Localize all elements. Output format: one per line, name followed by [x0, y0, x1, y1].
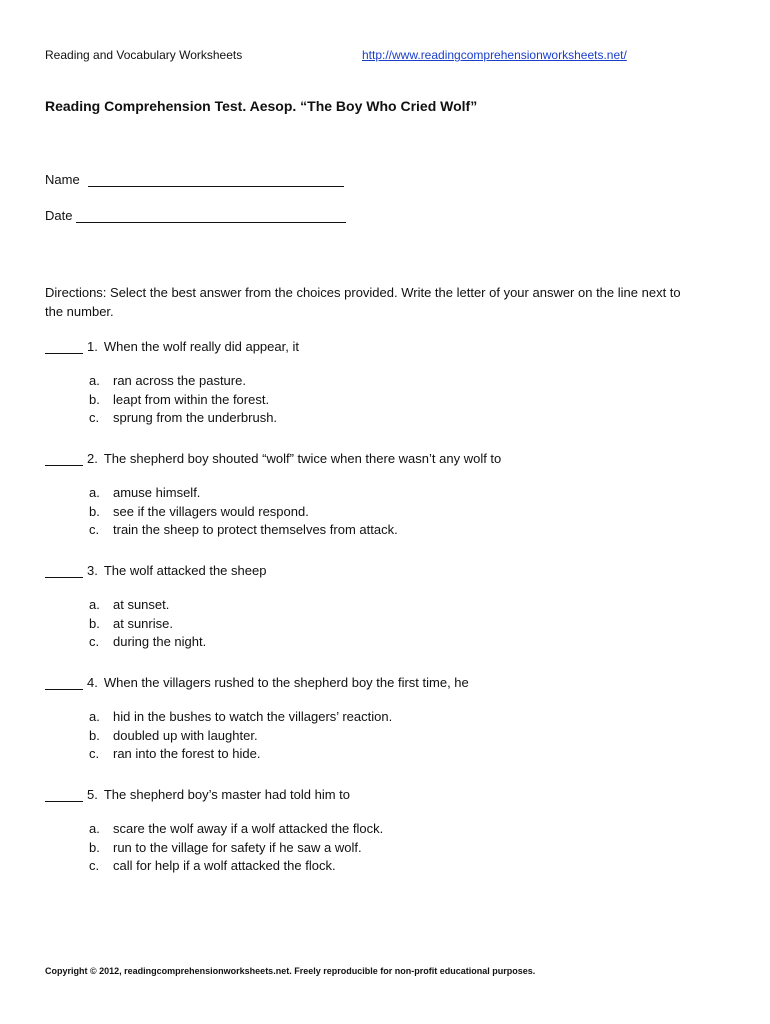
answer-option — [89, 521, 725, 540]
option-list — [45, 484, 725, 540]
answer-blank[interactable] — [45, 787, 83, 802]
question-line — [45, 675, 725, 690]
option-text: ran across the pasture. — [113, 373, 246, 388]
option-letter: a. — [89, 373, 100, 388]
option-text: train the sheep to protect themselves from attack. — [113, 522, 398, 538]
question-line — [45, 451, 725, 466]
date-field — [45, 208, 346, 223]
question-text: The shepherd boy’s master had told him to — [103, 787, 351, 802]
answer-option — [89, 727, 725, 746]
directions-text: Directions: Select the best answer from the choices provided. Write the letter of your answer on the line next to the number. — [45, 285, 681, 319]
question-number: 3. — [87, 563, 98, 578]
question-number: 5. — [87, 787, 98, 802]
option-letter: c. — [89, 634, 100, 650]
option-text: sprung from the underbrush. — [113, 410, 278, 426]
option-text: call for help if a wolf attacked the flock. — [113, 858, 336, 874]
answer-option — [89, 708, 725, 727]
question-line — [45, 563, 725, 578]
option-text: at sunrise. — [113, 615, 173, 631]
copyright-footer: Copyright © 2012, readingcomprehensionworksheets.net. Freely reproducible for non-profit educational purposes. — [45, 966, 536, 976]
option-letter: b. — [89, 727, 100, 743]
question-1 — [45, 339, 725, 428]
answer-option — [89, 484, 725, 503]
question-number: 4. — [87, 675, 98, 690]
answer-option — [89, 372, 725, 391]
name-field — [45, 172, 344, 187]
question-5 — [45, 787, 725, 876]
option-list — [45, 372, 725, 428]
question-text: The shepherd boy shouted “wolf” twice when there wasn’t any wolf to — [103, 451, 502, 466]
option-text: hid in the bushes to watch the villagers’ reaction. — [113, 709, 393, 724]
option-list — [45, 596, 725, 652]
name-label: Name — [45, 172, 80, 187]
question-text: The wolf attacked the sheep — [103, 563, 267, 578]
option-letter: a. — [89, 709, 100, 724]
answer-option — [89, 615, 725, 634]
answer-blank[interactable] — [45, 339, 83, 354]
answer-option — [89, 633, 725, 652]
option-text: scare the wolf away if a wolf attacked the flock. — [113, 821, 384, 836]
question-line — [45, 787, 725, 802]
answer-option — [89, 409, 725, 428]
option-letter: c. — [89, 522, 100, 538]
answer-blank[interactable] — [45, 563, 83, 578]
option-letter: a. — [89, 597, 100, 612]
page-title: Reading Comprehension Test. Aesop. “The Boy Who Cried Wolf” — [45, 98, 478, 114]
option-text: run to the village for safety if he saw a wolf. — [113, 839, 362, 855]
option-text: leapt from within the forest. — [113, 391, 270, 407]
date-blank-line[interactable] — [76, 208, 346, 223]
option-text: see if the villagers would respond. — [113, 503, 309, 519]
option-text: doubled up with laughter. — [113, 727, 258, 743]
answer-option — [89, 391, 725, 410]
option-letter: a. — [89, 821, 100, 836]
answer-option — [89, 596, 725, 615]
option-text: at sunset. — [113, 597, 170, 612]
question-number: 2. — [87, 451, 98, 466]
question-line — [45, 339, 725, 354]
answer-option — [89, 503, 725, 522]
name-blank-line[interactable] — [88, 172, 344, 187]
question-4 — [45, 675, 725, 764]
option-list — [45, 708, 725, 764]
question-text: When the wolf really did appear, it — [103, 339, 299, 354]
option-letter: a. — [89, 485, 100, 500]
question-2 — [45, 451, 725, 540]
option-letter: c. — [89, 858, 100, 874]
option-list — [45, 820, 725, 876]
answer-option — [89, 745, 725, 764]
answer-option — [89, 857, 725, 876]
header-site-name: Reading and Vocabulary Worksheets — [45, 48, 243, 62]
answer-option — [89, 839, 725, 858]
option-letter: b. — [89, 839, 100, 855]
option-letter: b. — [89, 615, 100, 631]
option-letter: c. — [89, 410, 100, 426]
question-number: 1. — [87, 339, 98, 354]
answer-option — [89, 820, 725, 839]
question-text: When the villagers rushed to the shepherd boy the first time, he — [103, 675, 469, 690]
date-label: Date — [45, 208, 73, 223]
option-text: amuse himself. — [113, 485, 201, 500]
answer-blank[interactable] — [45, 675, 83, 690]
header-url-link[interactable]: http://www.readingcomprehensionworksheets.net/ — [362, 48, 627, 62]
answer-blank[interactable] — [45, 451, 83, 466]
option-letter: b. — [89, 503, 100, 519]
option-text: ran into the forest to hide. — [113, 746, 261, 762]
question-3 — [45, 563, 725, 652]
option-letter: b. — [89, 391, 100, 407]
option-letter: c. — [89, 746, 100, 762]
option-text: during the night. — [113, 634, 207, 650]
